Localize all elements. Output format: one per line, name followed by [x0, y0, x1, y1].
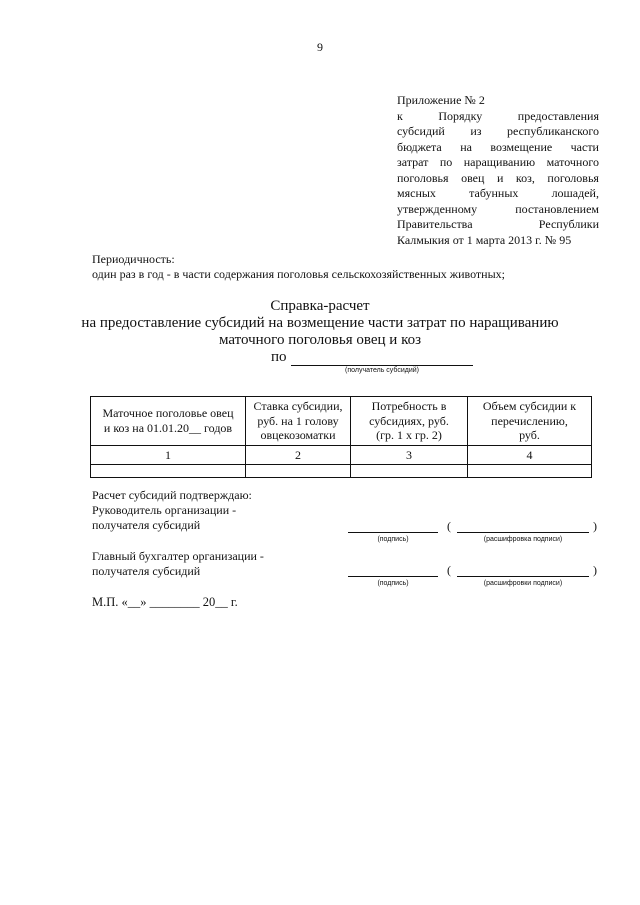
appendix-word: на: [460, 139, 472, 154]
accountant-line-2: получателя субсидий: [92, 564, 201, 578]
subsidy-table: [90, 396, 592, 478]
appendix-word: Правительства: [397, 217, 473, 231]
header-2-line-1: Ставка субсидии,: [253, 399, 343, 413]
appendix-word: наращиванию: [463, 155, 536, 169]
header-3-line-2: субсидиях, руб.: [369, 413, 449, 428]
table-cell: [246, 465, 351, 478]
appendix-block: [397, 93, 599, 248]
column-number-1: 1: [91, 445, 246, 465]
accountant-signature-line: [348, 566, 438, 577]
accountant-decoding-caption: (расшифровки подписи): [483, 580, 563, 587]
appendix-word: коз,: [515, 170, 535, 185]
accountant-signature-caption: (подпись): [377, 580, 409, 587]
header-cell-1: [91, 397, 246, 446]
appendix-line: [397, 202, 599, 218]
confirm-line-2: Руководитель организации -: [92, 503, 237, 517]
header-4-line-3: руб.: [519, 428, 540, 442]
appendix-word: к: [397, 108, 403, 123]
periodicity-label: Периодичность:: [92, 252, 175, 266]
appendix-word: утвержденному: [397, 201, 478, 216]
appendix-word: овец: [461, 170, 485, 185]
appendix-line: [397, 124, 599, 140]
header-cell-2: [246, 397, 351, 446]
accountant-open-paren: (: [447, 563, 451, 577]
appendix-word: Республики: [538, 217, 599, 231]
appendix-line: [397, 217, 599, 233]
appendix-word: поголовья: [547, 170, 599, 185]
appendix-word: табунных: [469, 186, 519, 200]
appendix-line: [397, 140, 599, 156]
document-subtitle-line2: маточного поголовья овец и коз: [218, 332, 422, 348]
column-number-3: 3: [351, 445, 468, 465]
appendix-word: бюджета: [397, 139, 442, 154]
director-signature-caption: (подпись): [377, 536, 409, 543]
header-1-line-1: Маточное поголовье овец: [102, 406, 234, 421]
appendix-line: [397, 186, 599, 202]
appendix-text: [397, 109, 599, 233]
header-4-line-1: Объем субсидии к: [482, 399, 577, 413]
table-cell: [91, 465, 246, 478]
accountant-block: [92, 549, 264, 579]
director-signature-line: [348, 522, 438, 533]
column-number-2: 2: [246, 445, 351, 465]
table-empty-row: [91, 465, 592, 478]
header-2-line-2: руб. на 1 голову: [257, 413, 339, 428]
appendix-word: маточного: [546, 155, 599, 169]
appendix-word: возмещение: [490, 139, 553, 154]
appendix-line: [397, 109, 599, 125]
header-1-line-2: и коз на 01.01.20__ годов: [103, 420, 233, 435]
appendix-last-line: Калмыкия от 1 марта 2013 г. № 95: [397, 232, 572, 247]
appendix-word: Порядку: [438, 108, 483, 123]
appendix-word: мясных: [397, 186, 436, 200]
header-2-line-3: овцекозоматки: [260, 428, 336, 442]
appendix-word: и: [496, 170, 504, 185]
confirm-line-3: получателя субсидий: [92, 518, 201, 532]
appendix-heading: Приложение № 2: [397, 93, 485, 107]
appendix-word: затрат: [397, 155, 429, 169]
document-subtitle-line1: на предоставление субсидий на возмещение части затрат по наращиванию: [81, 315, 559, 331]
stamp-date-line: М.П. «__» ________ 20__ г.: [92, 595, 238, 609]
page-number: 9: [317, 40, 323, 54]
header-cell-4: [468, 397, 592, 446]
director-open-paren: (: [447, 519, 451, 533]
confirm-block: [92, 488, 252, 533]
accountant-decoding-line: [457, 566, 589, 577]
accountant-line-1: Главный бухгалтер организации -: [92, 549, 264, 563]
table-header-row: [91, 397, 592, 446]
header-3-line-3: (гр. 1 х гр. 2): [376, 428, 442, 442]
header-4-line-2: перечислению,: [491, 413, 568, 428]
director-decoding-line: [457, 522, 589, 533]
table-cell: [468, 465, 592, 478]
appendix-line: [397, 155, 599, 171]
appendix-word: предоставления: [517, 108, 599, 123]
recipient-caption: (получатель субсидий): [345, 367, 419, 374]
director-close-paren: ): [593, 519, 597, 533]
accountant-close-paren: ): [593, 563, 597, 577]
appendix-word: части: [570, 139, 599, 154]
header-3-line-1: Потребность в: [371, 399, 447, 413]
director-decoding-caption: (расшифровка подписи): [483, 536, 563, 543]
confirm-line-1: Расчет субсидий подтверждаю:: [92, 488, 252, 502]
periodicity: [92, 252, 505, 282]
po-label: по: [271, 349, 287, 365]
appendix-word: поголовья: [397, 170, 449, 185]
appendix-word: по: [439, 155, 453, 169]
appendix-word: республиканского: [506, 124, 599, 138]
document-title: Справка-расчет: [270, 298, 370, 314]
appendix-word: субсидий: [397, 124, 445, 138]
appendix-word: постановлением: [515, 201, 599, 216]
table-number-row: [91, 445, 592, 465]
appendix-word: лошадей,: [551, 186, 599, 200]
appendix-word: из: [470, 124, 482, 138]
appendix-line: [397, 171, 599, 187]
column-number-4: 4: [468, 445, 592, 465]
header-cell-3: [351, 397, 468, 446]
periodicity-value: один раз в год - в части содержания поголовья сельскохозяйственных животных;: [92, 267, 505, 281]
table-cell: [351, 465, 468, 478]
recipient-line: [291, 353, 473, 366]
